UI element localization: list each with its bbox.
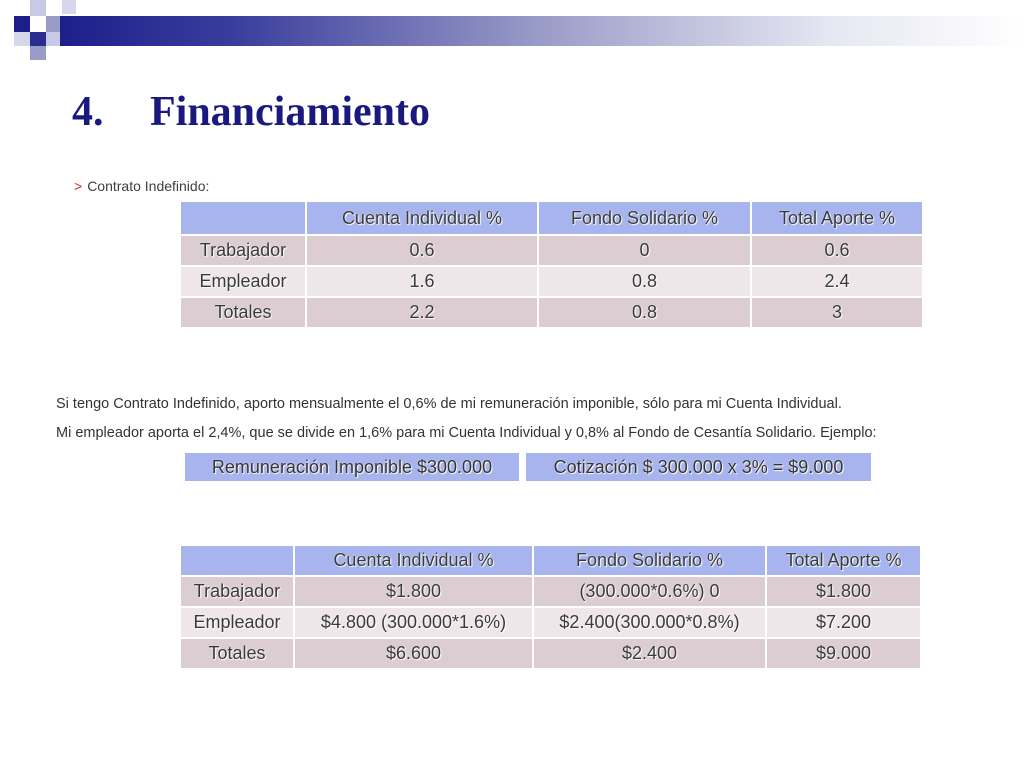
table-cell: $9.000 bbox=[767, 639, 920, 668]
table-cell: 0.8 bbox=[539, 298, 750, 327]
table-cell: $2.400(300.000*0.8%) bbox=[534, 608, 765, 637]
table-header-row bbox=[181, 202, 922, 234]
table-row bbox=[181, 577, 920, 606]
table-cell: $1.800 bbox=[767, 577, 920, 606]
decor-square bbox=[30, 0, 46, 16]
decor-square bbox=[14, 32, 30, 46]
row-label-cell: Trabajador bbox=[181, 236, 305, 265]
decor-square bbox=[14, 16, 30, 32]
decor-square bbox=[46, 16, 60, 32]
table-cell: $2.400 bbox=[534, 639, 765, 668]
table-header-row bbox=[181, 546, 920, 575]
table-row bbox=[181, 298, 922, 327]
table-row bbox=[181, 267, 922, 296]
decor-square bbox=[46, 32, 60, 46]
subheading bbox=[74, 178, 209, 194]
row-label-cell: Totales bbox=[181, 298, 305, 327]
table-header-cell: Cuenta Individual % bbox=[295, 546, 532, 575]
table-cell: $6.600 bbox=[295, 639, 532, 668]
table-cell: 3 bbox=[752, 298, 922, 327]
bullet-marker: > bbox=[74, 178, 83, 194]
table-row bbox=[181, 639, 920, 668]
table-cell: $1.800 bbox=[295, 577, 532, 606]
slide-title bbox=[72, 88, 430, 136]
table-row bbox=[181, 608, 920, 637]
table-cell: 2.4 bbox=[752, 267, 922, 296]
table-cell: $4.800 (300.000*1.6%) bbox=[295, 608, 532, 637]
table-header-cell bbox=[181, 546, 293, 575]
table-cell: 1.6 bbox=[307, 267, 537, 296]
slide-title-text: Financiamiento bbox=[150, 89, 430, 135]
table-cell: 0.6 bbox=[307, 236, 537, 265]
header-gradient-bar bbox=[60, 16, 1024, 46]
table-header-cell: Fondo Solidario % bbox=[534, 546, 765, 575]
table-cell: 0 bbox=[539, 236, 750, 265]
row-label-cell: Empleador bbox=[181, 267, 305, 296]
contribution-amount-table bbox=[179, 544, 922, 670]
table-row bbox=[181, 236, 922, 265]
table-cell: 0.6 bbox=[752, 236, 922, 265]
table-cell: 2.2 bbox=[307, 298, 537, 327]
row-label-cell: Totales bbox=[181, 639, 293, 668]
table-cell: 0.8 bbox=[539, 267, 750, 296]
remuneration-box: Remuneración Imponible $300.000 bbox=[185, 453, 519, 481]
row-label-cell: Empleador bbox=[181, 608, 293, 637]
row-label-cell: Trabajador bbox=[181, 577, 293, 606]
table-header-cell: Cuenta Individual % bbox=[307, 202, 537, 234]
table-header-cell: Fondo Solidario % bbox=[539, 202, 750, 234]
table-cell: (300.000*0.6%) 0 bbox=[534, 577, 765, 606]
explanation-paragraph: Mi empleador aporta el 2,4%, que se divide en 1,6% para mi Cuenta Individual y 0,8% al Fondo de Cesantía Solidario. Ejemplo: bbox=[56, 425, 877, 441]
explanation-paragraph: Si tengo Contrato Indefinido, aporto mensualmente el 0,6% de mi remuneración imponible, sólo para mi Cuenta Individual. bbox=[56, 396, 842, 412]
subheading-text: Contrato Indefinido: bbox=[87, 178, 210, 194]
table-cell: $7.200 bbox=[767, 608, 920, 637]
table-header-cell bbox=[181, 202, 305, 234]
table-header-cell: Total Aporte % bbox=[752, 202, 922, 234]
contribution-box: Cotización $ 300.000 x 3% = $9.000 bbox=[526, 453, 871, 481]
slide-number: 4. bbox=[72, 89, 104, 135]
table-header-cell: Total Aporte % bbox=[767, 546, 920, 575]
decor-square bbox=[62, 0, 76, 14]
decor-square bbox=[30, 46, 46, 60]
contribution-percent-table bbox=[179, 200, 924, 329]
decor-square bbox=[30, 32, 46, 46]
